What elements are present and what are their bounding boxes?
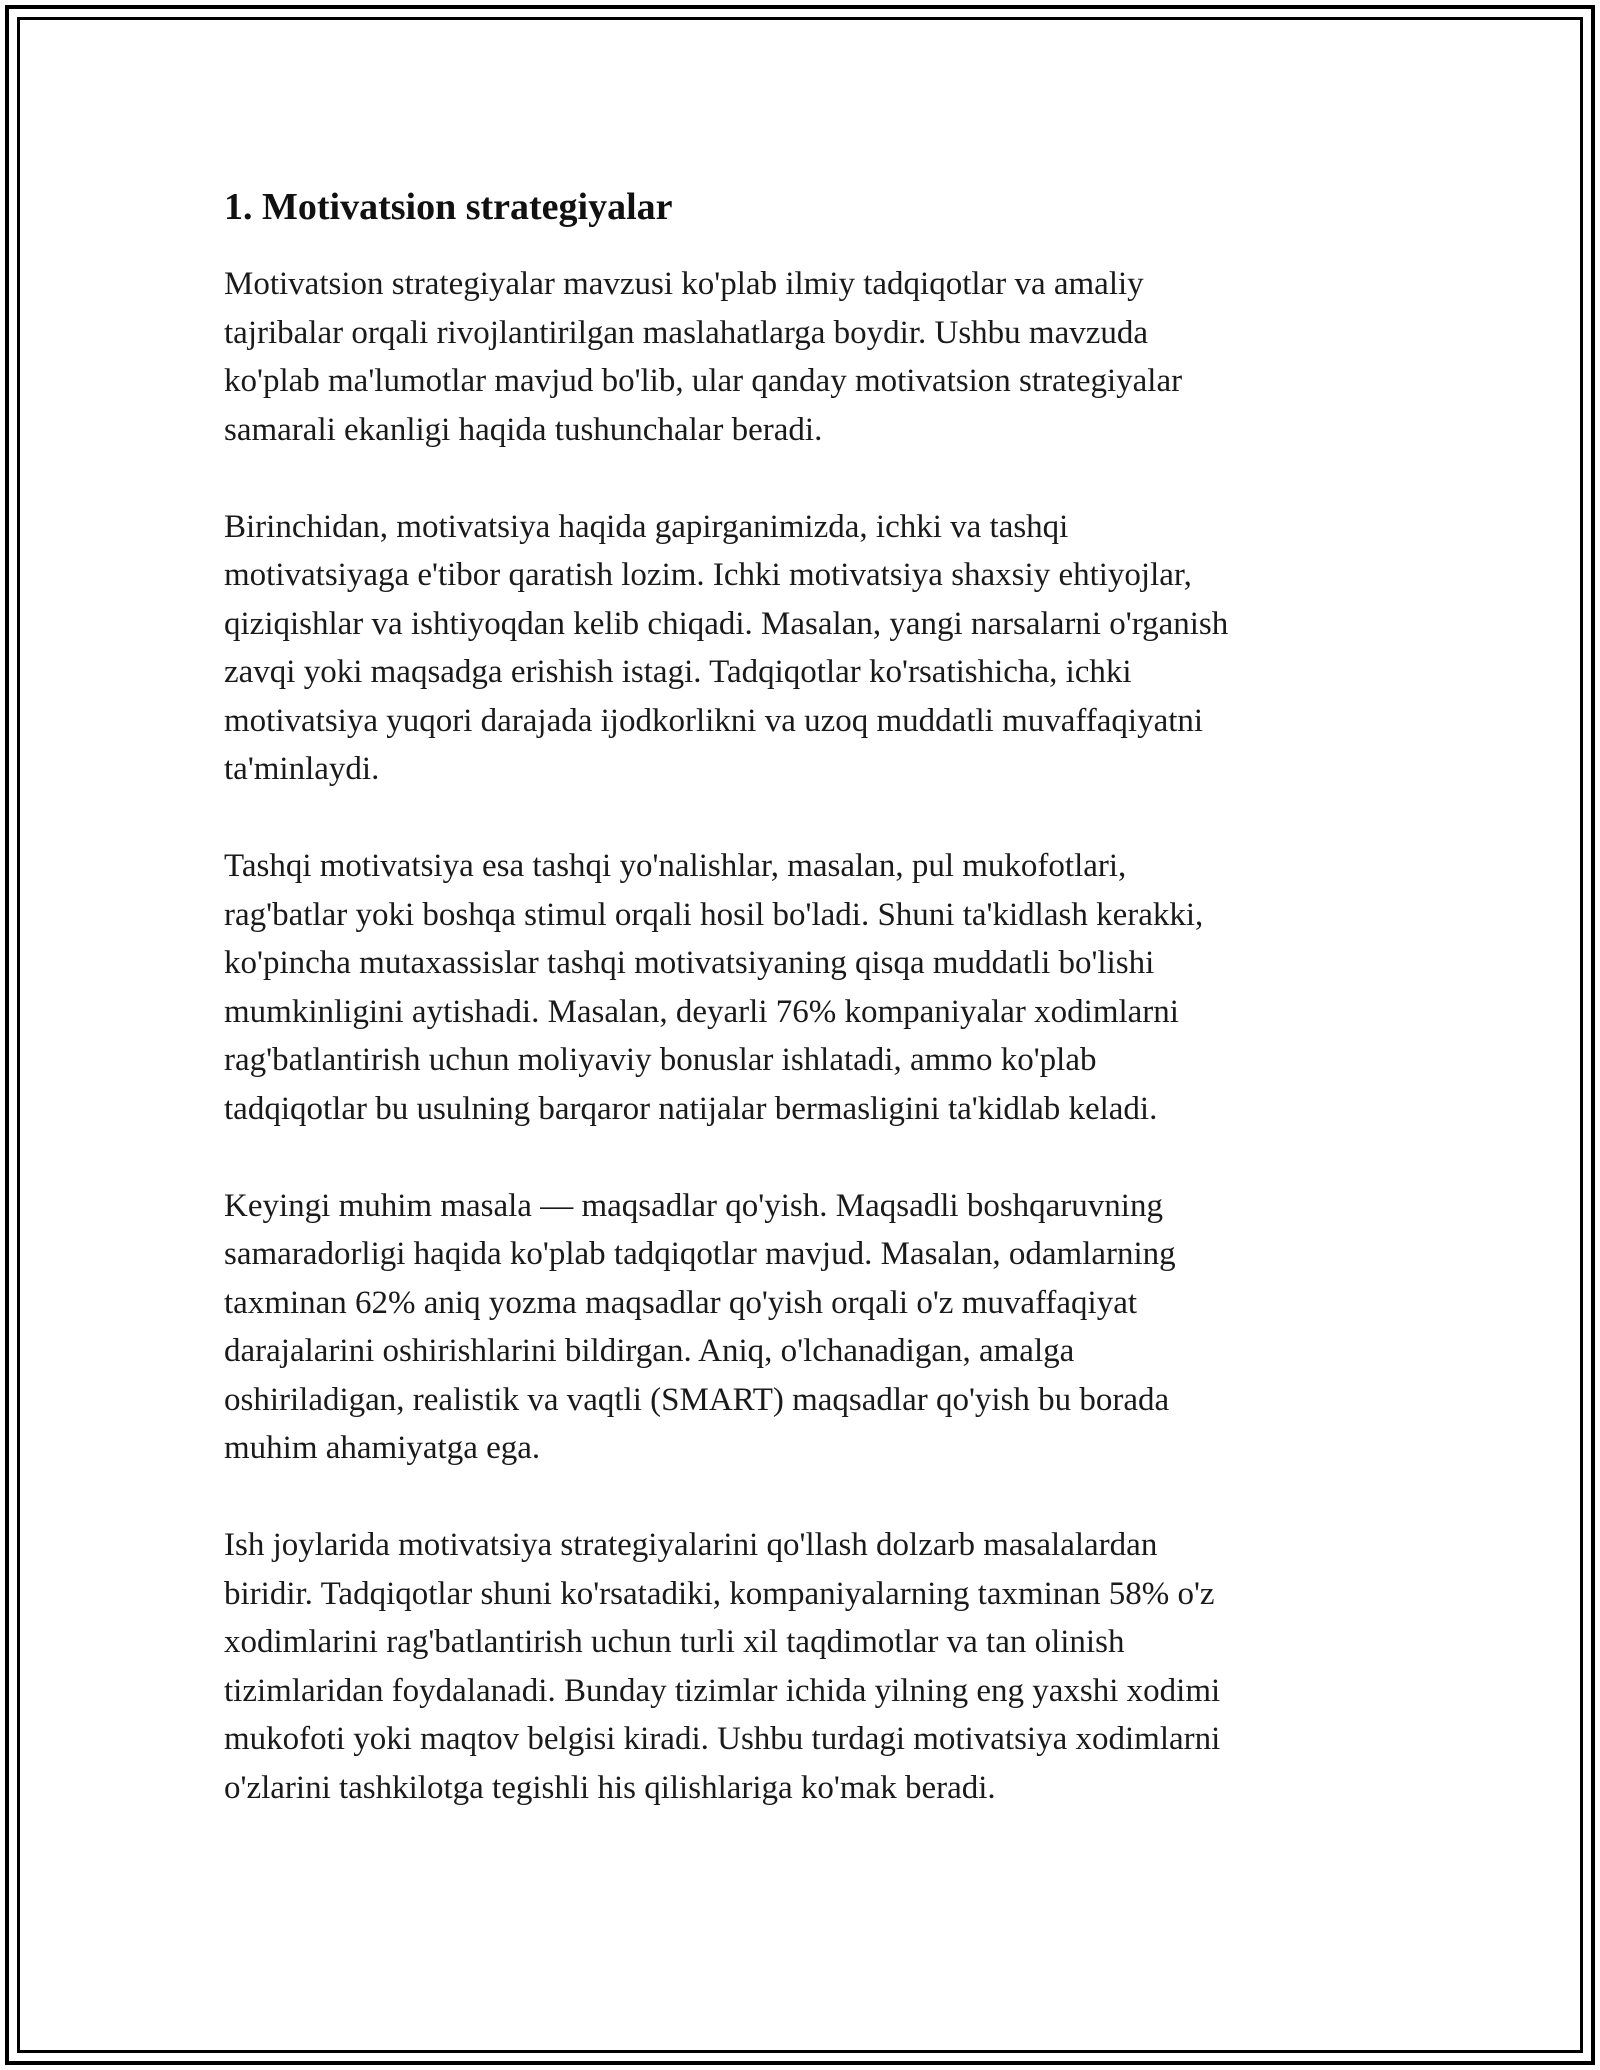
- document-body: [224, 178, 1374, 1861]
- paragraph-extrinsic-motivation: Tashqi motivatsiya esa tashqi yo'nalishlar, masalan, pul mukofotlari, rag'batlar yoki boshqa stimul orqali hosil bo'ladi. Shuni ta'kidlash kerakki, ko'pincha mutaxassislar tashqi motivatsiyaning qisqa muddatli bo'lishi mumkinligini aytishadi. Masalan, deyarli 76% kompaniyalar xodimlarni rag'batlantirish uchun moliyaviy bonuslar ishlatadi, ammo ko'plab tadqiqotlar bu usulning barqaror natijalar bermasligini ta'kidlab keladi.: [224, 848, 1204, 1127]
- paragraph-workplace: Ish joylarida motivatsiya strategiyalarini qo'llash dolzarb masalalardan biridir. Tadqiqotlar shuni ko'rsatadiki, kompaniyalarning taxminan 58% o'z xodimlarini rag'batlantirish uchun turli xil taqdimotlar va tan olinish tizimlaridan foydalanadi. Bunday tizimlar ichida yilning eng yaxshi xodimi mukofoti yoki maqtov belgisi kiradi. Ushbu turdagi motivatsiya xodimlarni o'zlarini tashkilotga tegishli his qilishlariga ko'mak beradi.: [224, 1527, 1221, 1806]
- paragraph-goal-setting: Keyingi muhim masala — maqsadlar qo'yish. Maqsadli boshqaruvning samaradorligi haqida ko'plab tadqiqotlar mavjud. Masalan, odamlarning taxminan 62% aniq yozma maqsadlar qo'yish orqali o'z muvaffaqiyat darajalarini oshirishlarini bildirgan. Aniq, o'lchanadigan, amalga oshiriladigan, realistik va vaqtli (SMART) maqsadlar qo'yish bu borada muhim ahamiyatga ega.: [224, 1187, 1176, 1466]
- paragraph-intro: Motivatsion strategiyalar mavzusi ko'plab ilmiy tadqiqotlar va amaliy tajribalar orqali rivojlantirilgan maslahatlarga boydir. Ushbu mavzuda ko'plab ma'lumotlar mavjud bo'lib, ular qanday motivatsion strategiyalar samarali ekanligi haqida tushunchalar beradi.: [224, 266, 1183, 448]
- section-heading: 1. Motivatsion strategiyalar: [224, 186, 673, 228]
- paragraph-intrinsic-motivation: Birinchidan, motivatsiya haqida gapirganimizda, ichki va tashqi motivatsiyaga e'tibor qaratish lozim. Ichki motivatsiya shaxsiy ehtiyojlar, qiziqishlar va ishtiyoqdan kelib chiqadi. Masalan, yangi narsalarni o'rganish zavqi yoki maqsadga erishish istagi. Tadqiqotlar ko'rsatishicha, ichki motivatsiya yuqori darajada ijodkorlikni va uzoq muddatli muvaffaqiyatni ta'minlaydi.: [224, 508, 1229, 787]
